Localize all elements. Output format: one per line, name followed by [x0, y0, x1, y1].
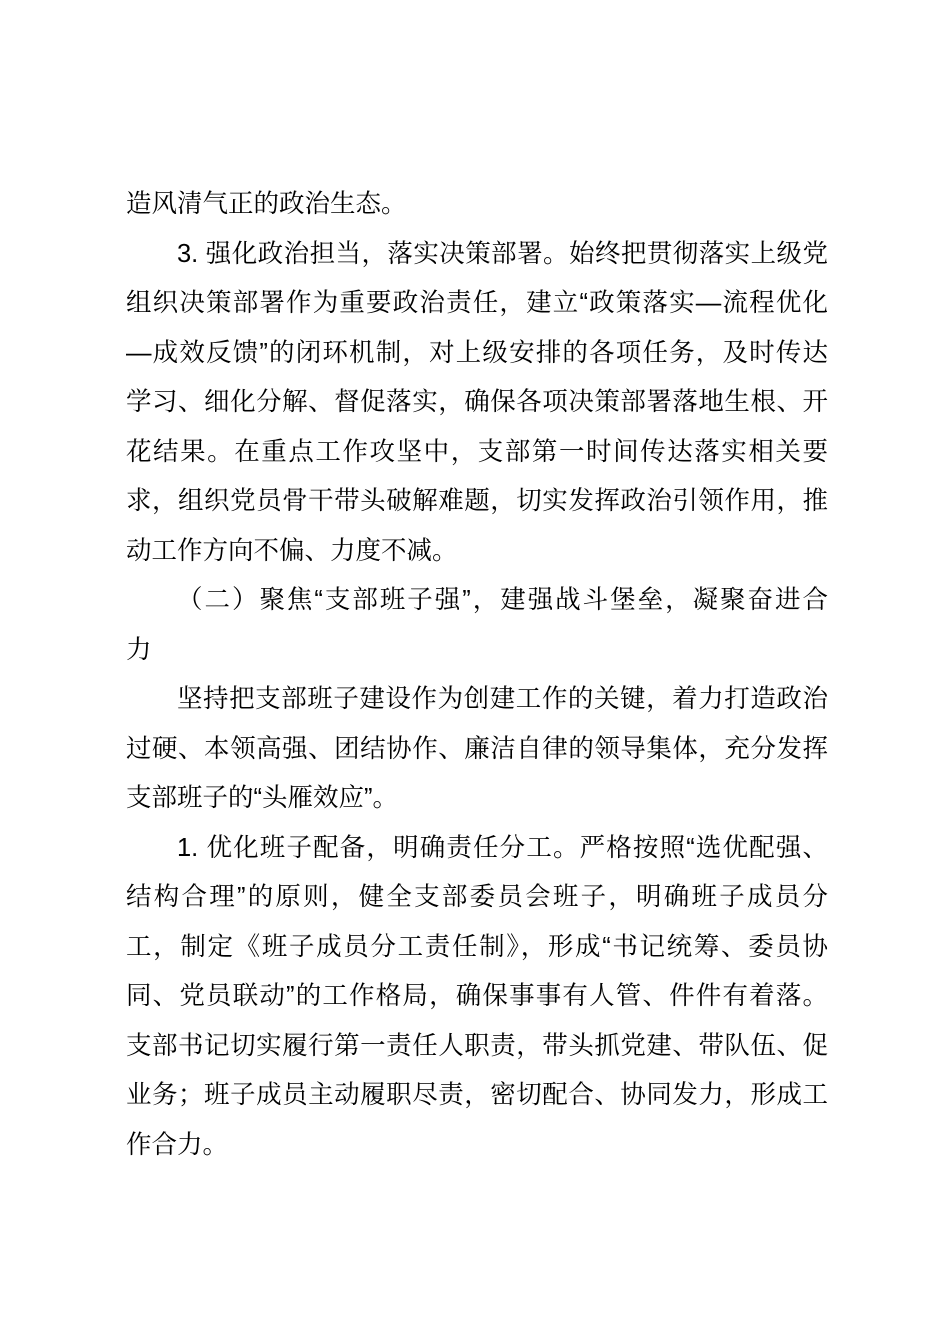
text-line: 工，制定《班子成员分工责任制》，形成“书记统筹、委员协	[126, 932, 828, 961]
text-line: 同、党员联动”的工作格局，确保事事有人管、件件有着落。	[126, 982, 828, 1010]
text-line: 花结果。在重点工作攻坚中，支部第一时间传达落实相关要	[126, 437, 828, 466]
text-line: 力	[126, 635, 152, 664]
document-text-block	[126, 180, 828, 1170]
text-line: 求，组织党员骨干带头破解难题，切实发挥政治引领作用，推	[126, 487, 828, 515]
text-line: 结构合理”的原则，健全支部委员会班子，明确班子成员分	[126, 883, 828, 911]
text-line: 支部班子的“头雁效应”。	[126, 784, 398, 812]
text-line: 作合力。	[126, 1130, 229, 1159]
text-line: 造风清气正的政治生态。	[126, 190, 407, 218]
text-line: 动工作方向不偏、力度不减。	[126, 536, 458, 565]
text-line: 1. 优化班子配备，明确责任分工。严格按照“选优配强、	[177, 833, 828, 862]
text-line: （二）聚焦“支部班子强”，建强战斗堡垒，凝聚奋进合	[177, 586, 828, 614]
text-line: 坚持把支部班子建设作为创建工作的关键，着力打造政治	[177, 685, 828, 713]
text-line: 支部书记切实履行第一责任人职责，带头抓党建、带队伍、促	[126, 1031, 828, 1060]
text-line: —成效反馈”的闭环机制，对上级安排的各项任务，及时传达	[126, 338, 828, 367]
text-line: 业务；班子成员主动履职尽责，密切配合、协同发力，形成工	[126, 1081, 828, 1109]
text-line: 组织决策部署作为重要政治责任，建立“政策落实—流程优化	[126, 289, 828, 317]
text-line: 学习、细化分解、督促落实，确保各项决策部署落地生根、开	[126, 388, 828, 416]
text-line: 3. 强化政治担当，落实决策部署。始终把贯彻落实上级党	[177, 239, 828, 268]
text-line: 过硬、本领高强、团结协作、廉洁自律的领导集体，充分发挥	[126, 734, 828, 763]
